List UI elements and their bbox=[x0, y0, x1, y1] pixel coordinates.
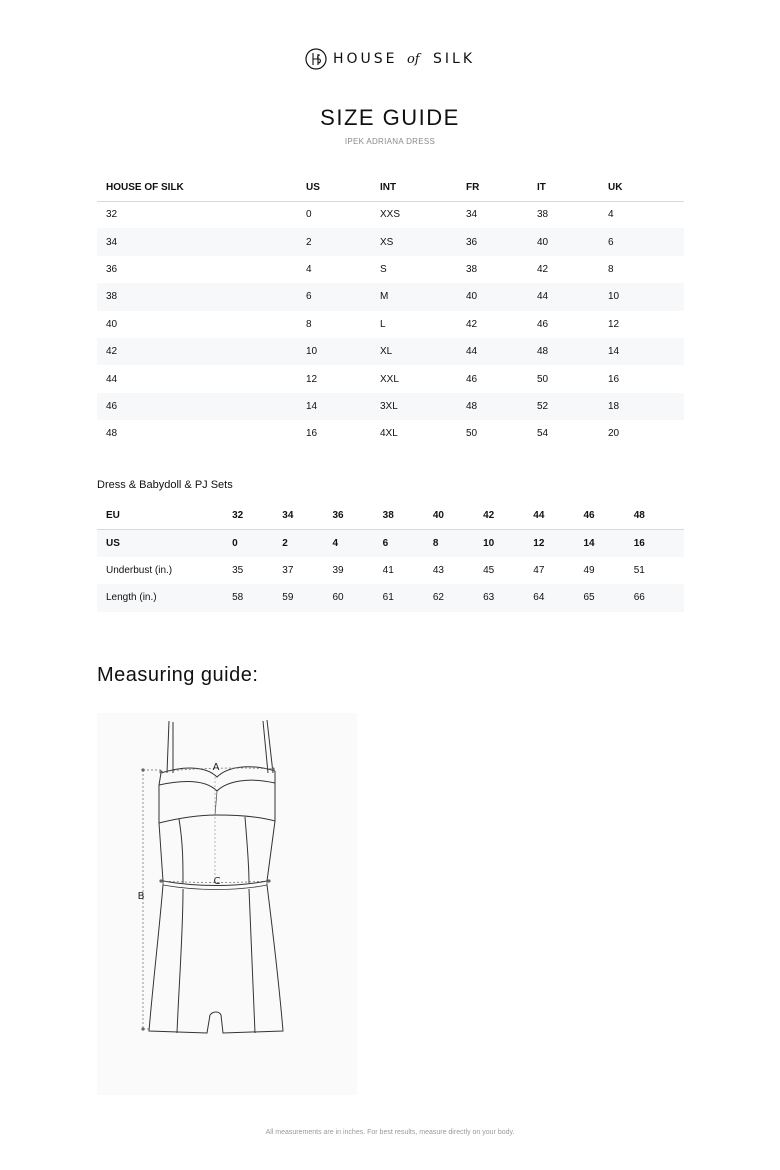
table-cell: 38 bbox=[537, 209, 549, 221]
table-cell: L bbox=[380, 318, 386, 330]
table-cell: 10 bbox=[306, 338, 380, 365]
table-cell: 50 bbox=[466, 428, 478, 440]
measuring-diagram bbox=[97, 713, 357, 1095]
table-cell: 59 bbox=[282, 584, 332, 612]
table-cell: 34 bbox=[466, 209, 478, 221]
table-row bbox=[97, 338, 684, 365]
table-cell: 58 bbox=[232, 584, 282, 612]
table-cell: 66 bbox=[634, 584, 684, 612]
table-cell: 16 bbox=[608, 373, 620, 385]
table-cell: 48 bbox=[466, 393, 537, 420]
table-cell: 2 bbox=[306, 228, 380, 255]
table-cell: 6 bbox=[608, 228, 684, 255]
column-header: 48 bbox=[634, 502, 684, 529]
table-cell: 42 bbox=[537, 263, 549, 275]
table-cell: 6 bbox=[383, 529, 433, 557]
table-cell: 10 bbox=[483, 529, 533, 557]
table-cell: 45 bbox=[483, 564, 495, 576]
table-row bbox=[97, 256, 684, 283]
table-cell: 0 bbox=[232, 529, 282, 557]
column-header: US bbox=[306, 174, 380, 201]
table-cell: 40 bbox=[106, 318, 118, 330]
table-cell: 43 bbox=[432, 564, 444, 576]
table-cell: 49 bbox=[583, 564, 595, 576]
table-cell: 44 bbox=[106, 373, 118, 385]
table-cell: 8 bbox=[608, 263, 614, 275]
column-header: HOUSE OF SILK bbox=[97, 174, 306, 201]
table-row bbox=[97, 393, 684, 420]
table-cell: 6 bbox=[306, 283, 380, 310]
brand-name-right: SILK bbox=[433, 51, 476, 67]
table-cell: 65 bbox=[583, 584, 633, 612]
table-cell: 0 bbox=[306, 209, 312, 221]
table-cell: M bbox=[380, 283, 466, 310]
table-cell: 10 bbox=[608, 283, 684, 310]
table-cell: 44 bbox=[537, 283, 608, 310]
table-cell: 16 bbox=[306, 428, 318, 440]
size-conversion-body bbox=[97, 201, 684, 448]
table-row bbox=[97, 420, 684, 447]
column-header: 34 bbox=[282, 502, 332, 529]
brand-name-mid: of bbox=[406, 52, 420, 67]
table-cell: 46 bbox=[466, 373, 478, 385]
column-header: FR bbox=[466, 174, 537, 201]
measurement-body bbox=[97, 529, 684, 612]
column-header: 36 bbox=[332, 502, 382, 529]
table-cell: 36 bbox=[466, 228, 537, 255]
table-cell: 40 bbox=[537, 228, 608, 255]
table-cell: 14 bbox=[583, 529, 633, 557]
table-cell: 54 bbox=[537, 428, 549, 440]
size-conversion-table bbox=[97, 174, 684, 448]
table-cell: 61 bbox=[383, 584, 433, 612]
table-cell: Length (in.) bbox=[97, 584, 232, 612]
table-cell: 46 bbox=[97, 393, 306, 420]
table-cell: 34 bbox=[97, 228, 306, 255]
table-row bbox=[97, 584, 684, 612]
footer-note: All measurements are in inches. For best results, measure directly on your body. bbox=[265, 1129, 515, 1136]
column-header: 42 bbox=[483, 502, 533, 529]
table-cell: 3XL bbox=[380, 393, 466, 420]
column-header: 44 bbox=[533, 502, 583, 529]
table-cell: 40 bbox=[466, 283, 537, 310]
table-cell: 4 bbox=[332, 529, 382, 557]
table-cell: US bbox=[97, 529, 232, 557]
table-cell: 42 bbox=[466, 318, 478, 330]
table-header-row bbox=[97, 174, 684, 201]
table-cell: 42 bbox=[97, 338, 306, 365]
table-cell: 38 bbox=[97, 283, 306, 310]
table-row bbox=[97, 529, 684, 557]
dress-sketch bbox=[97, 713, 357, 1095]
brand-name-left: HOUSE bbox=[332, 51, 398, 67]
table-cell: 12 bbox=[608, 318, 620, 330]
column-header: 46 bbox=[583, 502, 633, 529]
table-cell: 35 bbox=[232, 564, 244, 576]
table-cell: 4XL bbox=[380, 428, 398, 440]
table-cell: 51 bbox=[633, 564, 645, 576]
table-cell: XS bbox=[380, 228, 466, 255]
table-cell: 46 bbox=[537, 318, 549, 330]
table-cell: 12 bbox=[533, 529, 583, 557]
table-cell: S bbox=[380, 263, 387, 275]
table-cell: 50 bbox=[537, 373, 549, 385]
table-cell: 48 bbox=[537, 338, 608, 365]
table-cell: 41 bbox=[382, 564, 394, 576]
table-cell: 62 bbox=[433, 584, 483, 612]
column-header: 32 bbox=[232, 502, 282, 529]
table-cell: 4 bbox=[306, 263, 312, 275]
table-cell: 52 bbox=[537, 393, 608, 420]
table-cell: 44 bbox=[466, 338, 537, 365]
table-cell: 64 bbox=[533, 584, 583, 612]
column-header: UK bbox=[608, 174, 684, 201]
brand-name bbox=[333, 51, 475, 67]
table-cell: 37 bbox=[282, 564, 294, 576]
table-cell: 39 bbox=[332, 564, 344, 576]
table-cell: 8 bbox=[433, 529, 483, 557]
measure-label-b: B bbox=[137, 891, 145, 902]
column-header: 40 bbox=[433, 502, 483, 529]
table-cell: 47 bbox=[533, 564, 545, 576]
page-title: SIZE GUIDE bbox=[320, 105, 460, 130]
table-row bbox=[97, 228, 684, 255]
table-cell: 48 bbox=[106, 428, 118, 440]
hs-monogram-icon bbox=[305, 48, 327, 70]
table-cell: 14 bbox=[608, 338, 684, 365]
table-cell: Underbust (in.) bbox=[106, 564, 173, 576]
table-cell: 36 bbox=[106, 263, 118, 275]
measure-table-title: Dress & Babydoll & PJ Sets bbox=[97, 479, 233, 491]
brand-logo bbox=[0, 48, 780, 70]
table-row bbox=[97, 201, 684, 228]
table-row bbox=[97, 557, 684, 585]
table-row bbox=[97, 283, 684, 310]
table-cell: 32 bbox=[106, 209, 118, 221]
table-cell: 20 bbox=[608, 428, 620, 440]
column-header: IT bbox=[537, 174, 608, 201]
table-cell: 4 bbox=[608, 209, 614, 221]
measurement-table bbox=[97, 502, 684, 612]
measure-label-a: A bbox=[212, 762, 220, 773]
table-cell: 63 bbox=[483, 584, 533, 612]
table-cell: 8 bbox=[306, 318, 312, 330]
product-name: IPEK ADRIANA DRESS bbox=[344, 137, 436, 146]
table-cell: 2 bbox=[282, 529, 332, 557]
table-cell: 18 bbox=[608, 393, 684, 420]
column-header: INT bbox=[380, 174, 466, 201]
table-cell: 12 bbox=[306, 373, 318, 385]
measuring-guide-title: Measuring guide: bbox=[97, 664, 259, 686]
table-cell: XXL bbox=[380, 373, 399, 385]
table-cell: XXS bbox=[380, 209, 401, 221]
column-header: EU bbox=[97, 502, 232, 529]
table-cell: 60 bbox=[332, 584, 382, 612]
table-cell: 16 bbox=[634, 529, 684, 557]
table-row bbox=[97, 311, 684, 338]
table-cell: 38 bbox=[466, 263, 478, 275]
table-row bbox=[97, 365, 684, 392]
table-cell: XL bbox=[380, 338, 466, 365]
column-header: 38 bbox=[383, 502, 433, 529]
table-cell: 14 bbox=[306, 393, 380, 420]
table-header-row bbox=[97, 502, 684, 529]
measure-label-c: C bbox=[213, 876, 221, 887]
